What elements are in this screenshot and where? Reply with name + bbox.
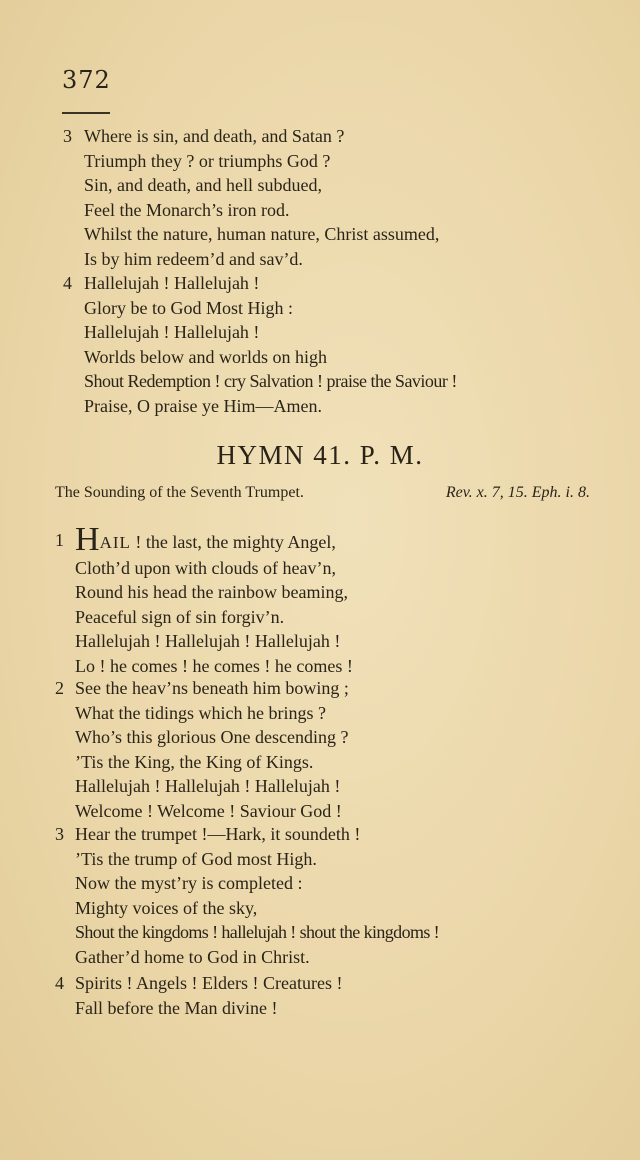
small-caps-word: AIL (99, 533, 131, 552)
verse-line-first (75, 521, 353, 558)
verse-line: Is by him redeem’d and sav’d. (84, 248, 303, 269)
stanza-number: 4 (63, 273, 72, 293)
verse-line: Who’s this glorious One descending ? (75, 727, 349, 747)
stanza-number: 2 (55, 678, 64, 698)
verse-line: Fall before the Man divine ! (75, 997, 278, 1018)
verse-line: Gather’d home to God in Christ. (75, 946, 310, 967)
verse-line: Glory be to God Most High : (84, 297, 293, 318)
verse-line: See the heav’ns beneath him bowing ; (75, 678, 349, 698)
verse-line: Where is sin, and death, and Satan ? (84, 126, 345, 146)
verse-line: What the tidings which he brings ? (75, 702, 326, 723)
verse-line: Hear the trumpet !—Hark, it soundeth ! (75, 824, 361, 844)
page-number-rule (62, 112, 110, 114)
page-number: 372 (62, 66, 111, 94)
stanza-number: 3 (63, 126, 72, 146)
stanza-lines (75, 971, 342, 1020)
verse-line: Triumph they ? or triumphs God ? (84, 150, 331, 171)
verse-line: ’Tis the King, the King of Kings. (75, 751, 314, 772)
verse-line: Spirits ! Angels ! Elders ! Creatures ! (75, 973, 343, 993)
stanza-lines (75, 521, 353, 678)
verse-line: Hallelujah ! Hallelujah ! (84, 322, 260, 342)
scripture-reference: Rev. x. 7, 15. Eph. i. 8. (445, 484, 590, 501)
verse-line: Praise, O praise ye Him—Amen. (84, 395, 322, 416)
drop-cap: H (75, 521, 100, 558)
stanza-lines (84, 271, 457, 418)
stanza-lines (75, 822, 439, 969)
verse-line: Peaceful sign of sin forgiv’n. (75, 606, 285, 627)
verse-line: ’Tis the trump of God most High. (75, 848, 317, 869)
stanza-number: 3 (55, 824, 64, 844)
verse-line: Shout the kingdoms ! hallelujah ! shout the kingdoms ! (75, 922, 440, 942)
verse-line: Cloth’d upon with clouds of heav’n, (75, 557, 336, 578)
verse-line: Hallelujah ! Hallelujah ! Hallelujah ! (75, 776, 341, 796)
stanza-lines (75, 676, 349, 823)
verse-line: Mighty voices of the sky, (75, 897, 258, 918)
verse-line: Feel the Monarch’s iron rod. (84, 199, 290, 220)
verse-line: Shout Redemption ! cry Salvation ! praise the Saviour ! (84, 371, 457, 391)
verse-line: Welcome ! Welcome ! Saviour God ! (75, 800, 342, 821)
verse-line: Hallelujah ! Hallelujah ! (84, 273, 260, 293)
stanza-number: 4 (55, 973, 64, 993)
hymn-subtitle: The Sounding of the Seventh Trumpet. (55, 484, 304, 501)
verse-line: Hallelujah ! Hallelujah ! Hallelujah ! (75, 631, 341, 651)
hymn-subtitle-row (55, 484, 590, 502)
stanza-lines (84, 124, 439, 271)
verse-line: Round his head the rainbow beaming, (75, 582, 348, 602)
hymn-title: HYMN 41. P. M. (216, 440, 424, 470)
stanza-number: 1 (55, 530, 64, 550)
verse-line: Lo ! he comes ! he comes ! he comes ! (75, 655, 353, 676)
verse-line: Sin, and death, and hell subdued, (84, 175, 322, 195)
verse-line: Worlds below and worlds on high (84, 346, 328, 367)
verse-line: Now the myst’ry is completed : (75, 873, 303, 893)
first-line-rest: ! the last, the mighty Angel, (130, 532, 336, 552)
verse-line: Whilst the nature, human nature, Christ assumed, (84, 224, 440, 244)
